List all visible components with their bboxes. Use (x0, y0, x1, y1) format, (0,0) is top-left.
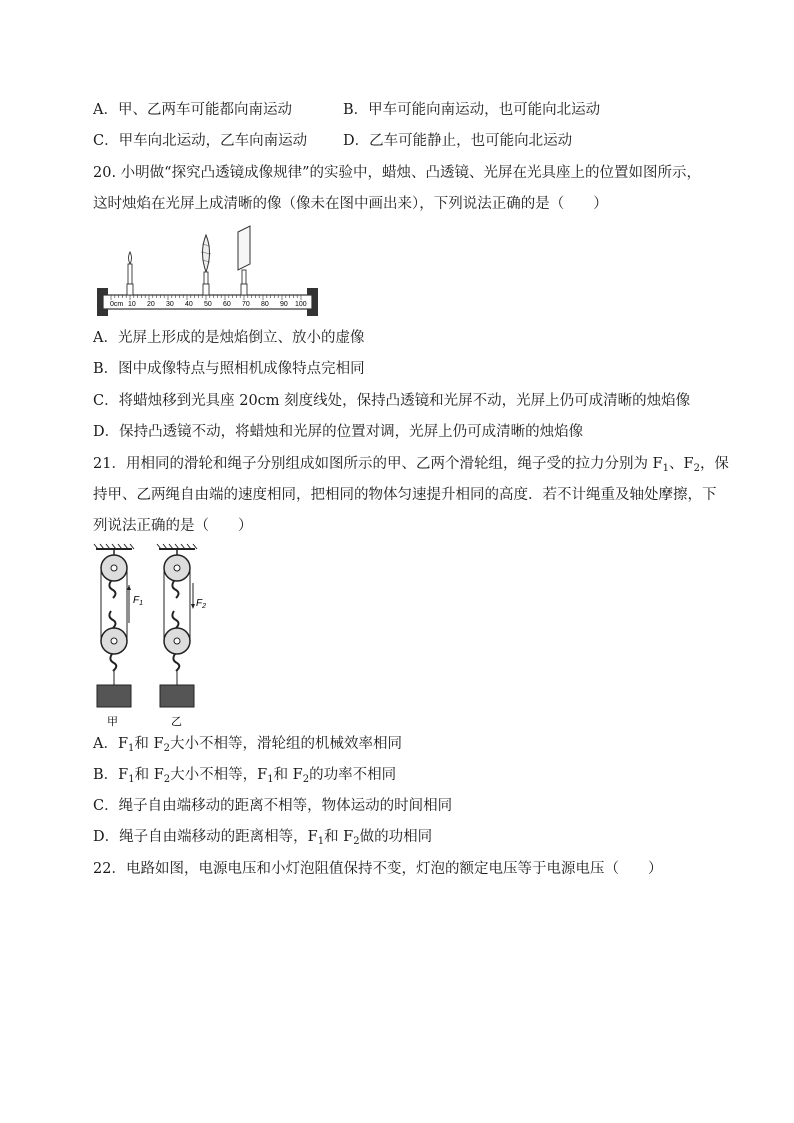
subscript: 1 (662, 463, 669, 474)
q19-option-c (93, 131, 307, 151)
q21-stem-line2: 持甲、乙两绳自由端的速度相同，把相同的物体匀速提升相同的高度．若不计绳重及轴处摩擦，下 (93, 487, 717, 503)
optical-bench-figure (95, 222, 325, 320)
ruler-label: 100 (295, 301, 307, 308)
q21-option-a (93, 734, 402, 759)
option-text: F (117, 736, 129, 752)
option-text: 和 F (134, 767, 164, 783)
pulley-systems-figure (92, 543, 222, 729)
pulley-system-jia (97, 549, 143, 728)
subscript: 1 (128, 743, 135, 754)
option-letter: B． (93, 361, 119, 377)
subscript: 1 (267, 774, 274, 785)
option-text: 甲车向北运动，乙车向南运动 (118, 133, 308, 149)
q19-option-a (93, 100, 292, 120)
subscript: 1 (317, 836, 325, 847)
option-letter: C． (93, 798, 119, 814)
ruler-label: 10 (128, 301, 136, 308)
ruler-label: 60 (223, 301, 231, 308)
option-letter: A． (93, 330, 118, 346)
ruler-label: 90 (280, 301, 288, 308)
load-block (160, 685, 194, 707)
option-text: 和 F (324, 829, 354, 845)
ruler-label: 50 (204, 301, 212, 308)
q20-stem-line2: 这时烛焰在光屏上成清晰的像（像未在图中画出来），下列说法正确的是（ ） (93, 196, 608, 212)
ruler-label: 40 (185, 301, 193, 308)
q20-option-b (93, 359, 365, 379)
q22-stem: 22．电路如图，电源电压和小灯泡阻值保持不变，灯泡的额定电压等于电源电压（ ） (93, 861, 663, 877)
q21-stem-line1 (93, 454, 729, 479)
force-label-f1: $F_1$ (133, 595, 144, 607)
option-text: 大小不相等，F (170, 767, 268, 783)
option-text: 和 F (273, 767, 303, 783)
label-yi: 乙 (171, 716, 182, 728)
candle (127, 252, 133, 295)
option-text: 做的功相同 (359, 829, 433, 845)
q20-option-c (93, 391, 690, 411)
option-text: 和 F (134, 736, 164, 752)
q21-option-c (93, 796, 452, 816)
stem-text: 21．用相同的滑轮和绳子分别组成如图所示的甲、乙两个滑轮组，绳子受的拉力分别为 F (93, 456, 663, 472)
option-text: 光屏上形成的是烛焰倒立、放小的虚像 (117, 330, 365, 346)
pulley-system-yi (160, 549, 206, 728)
option-letter: A． (93, 102, 118, 118)
option-letter: A． (93, 736, 118, 752)
option-letter: D． (93, 424, 120, 440)
stem-text: 、F (669, 456, 694, 472)
q21-option-d (93, 827, 432, 852)
stem-text: ，保 (699, 456, 729, 472)
q20-stem-line1: 20. 小明做“探究凸透镜成像规律”的实验中，蜡烛、凸透镜、光屏在光具座上的位置如图所示， (93, 165, 701, 181)
q21-option-b (93, 765, 396, 790)
ruler-label: 20 (147, 301, 155, 308)
option-letter: D． (93, 829, 120, 845)
option-text: 甲、乙两车可能都向南运动 (117, 102, 292, 118)
ruler-label: 30 (166, 301, 174, 308)
option-text: 甲车可能向南运动，也可能向北运动 (368, 102, 601, 118)
subscript: 2 (163, 743, 170, 754)
q20-option-a (93, 328, 364, 348)
q21-stem-line3: 列说法正确的是（ ） (93, 518, 253, 534)
ceiling-left (94, 544, 134, 549)
option-text: F (118, 767, 129, 783)
option-text: 绳子自由端移动的距离相等，F (119, 829, 318, 845)
label-jia: 甲 (107, 716, 118, 728)
option-letter: C． (93, 393, 119, 409)
load-block (97, 685, 131, 707)
option-text: 图中成像特点与照相机成像特点完相同 (118, 361, 365, 377)
subscript: 2 (163, 774, 171, 785)
option-text: 绳子自由端移动的距离不相等，物体运动的时间相同 (118, 798, 453, 814)
subscript: 2 (302, 774, 310, 785)
option-text: 的功率不相同 (309, 767, 397, 783)
option-text: 将蜡烛移到光具座 20cm 刻度线处，保持凸透镜和光屏不动，光屏上仍可成清晰的烛焰像 (118, 393, 691, 409)
option-text: 乙车可能静止，也可能向北运动 (369, 133, 573, 149)
option-letter: D． (343, 133, 370, 149)
q19-option-b (343, 100, 600, 120)
option-letter: B． (343, 102, 369, 118)
subscript: 2 (353, 836, 360, 847)
option-letter: B． (93, 767, 119, 783)
q20-option-d (93, 422, 583, 442)
subscript: 2 (693, 463, 700, 474)
convex-lens (201, 235, 211, 295)
option-letter: C． (93, 133, 119, 149)
option-text: 保持凸透镜不动，将蜡烛和光屏的位置对调，光屏上仍可成清晰的烛焰像 (119, 424, 584, 440)
ruler-label: 0cm (110, 301, 124, 308)
ruler-label: 80 (261, 301, 269, 308)
option-text: 大小不相等，滑轮组的机械效率相同 (169, 736, 402, 752)
ruler-label: 70 (242, 301, 250, 308)
q19-option-d (343, 131, 572, 151)
light-screen (238, 226, 250, 295)
force-label-f2: $F_2$ (196, 598, 207, 610)
subscript: 1 (128, 774, 135, 785)
ceiling-right (157, 544, 197, 549)
